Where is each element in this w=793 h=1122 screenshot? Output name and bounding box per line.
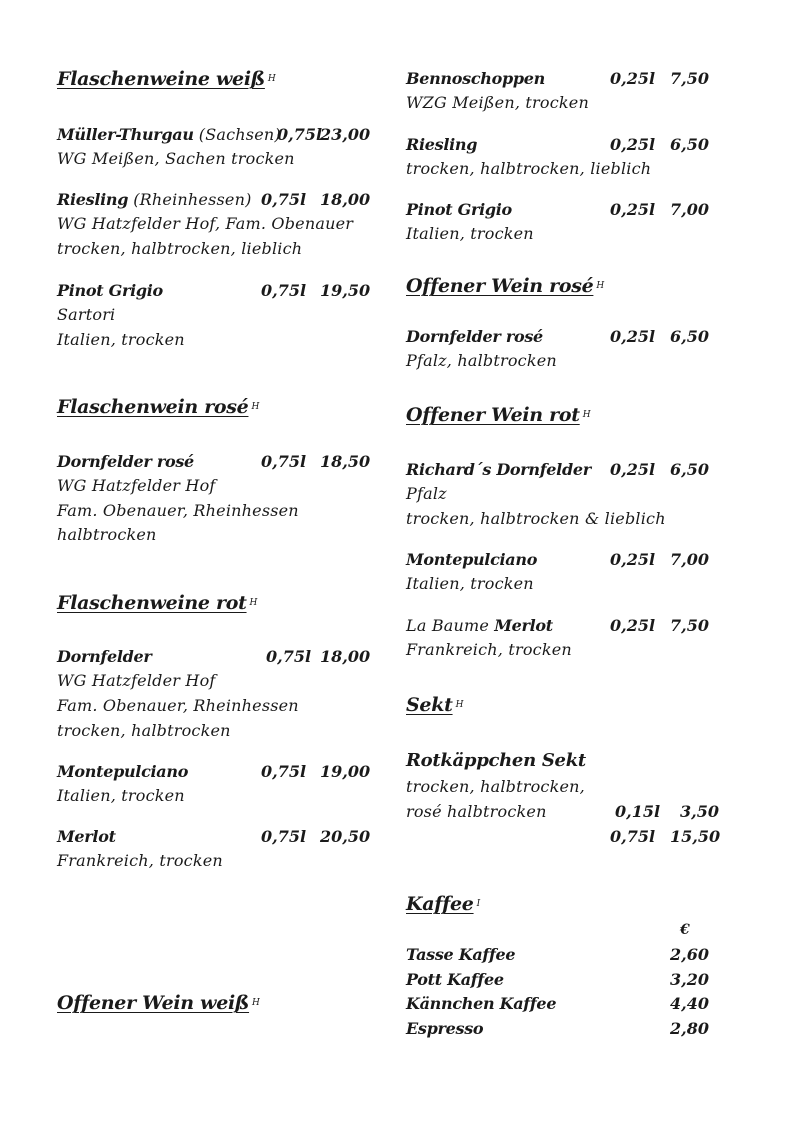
wine-description: trocken, halbtrocken & lieblich [406,509,666,528]
wine-size: 0,25l [610,200,656,219]
wine-name: Richard´s Dornfelder [406,460,591,479]
wine-description: WG Meißen, Sachen trocken [57,149,295,168]
coffee-price: 2,80 [670,1019,709,1038]
wine-size: 0,25l [610,550,656,569]
wine-origin: (Sachsen) [198,125,281,144]
wine-price: 23,00 [320,125,371,144]
coffee-name: Kännchen Kaffee [406,994,557,1013]
section-heading-sekt [406,694,463,716]
wine-size: 0,75l [277,125,323,144]
wine-item-la-baume-merlot [406,616,553,635]
wine-name: Merlot [57,827,116,846]
wine-description: Italien, trocken [406,224,534,243]
wine-description: Fam. Obenauer, Rheinhessen [57,501,299,520]
wine-description: Italien, trocken [406,574,534,593]
wine-price: 7,00 [670,550,709,569]
wine-price: 6,50 [670,135,709,154]
wine-item-riesling [57,190,252,209]
wine-description: halbtrocken [57,525,157,544]
coffee-name: Tasse Kaffee [406,945,516,964]
wine-description: WZG Meißen, trocken [406,93,589,112]
coffee-price: 4,40 [670,994,709,1013]
wine-description: Pfalz, halbtrocken [406,351,557,370]
wine-name: Riesling [406,135,478,154]
wine-size: 0,75l [261,452,307,471]
wine-name: Merlot [494,616,553,635]
wine-price: 20,50 [320,827,371,846]
allergen-marker: H [251,402,260,412]
wine-description: trocken, halbtrocken, [406,777,585,796]
wine-description: Italien, trocken [57,330,185,349]
section-title: Flaschenweine rot [57,592,247,614]
section-heading-offener-wein-rose [406,275,604,297]
coffee-price: 2,60 [670,945,709,964]
wine-size: 0,25l [610,616,656,635]
allergen-marker: H [455,700,464,710]
wine-price: 3,50 [680,802,719,821]
wine-name: Dornfelder [57,647,152,666]
wine-size: 0,25l [610,327,656,346]
wine-description: Frankreich, trocken [406,640,572,659]
wine-description: trocken, halbtrocken, lieblich [57,239,303,258]
wine-size: 0,75l [610,827,656,846]
wine-description: trocken, halbtrocken, lieblich [406,159,652,178]
wine-description: Italien, trocken [57,786,185,805]
wine-name: Pinot Grigio [57,281,163,300]
section-title: Sekt [406,694,453,716]
allergen-marker: H [267,74,276,84]
allergen-marker: H [249,598,258,608]
coffee-name: Espresso [406,1019,484,1038]
wine-price: 18,00 [320,190,371,209]
wine-name: Montepulciano [406,550,538,569]
currency-label: € [680,922,690,938]
wine-description: rosé halbtrocken [406,802,547,821]
wine-name: Dornfelder rosé [57,452,194,471]
wine-name: Rotkäppchen Sekt [406,750,586,771]
wine-size: 0,25l [610,135,656,154]
section-heading-offener-wein-weiss [57,992,260,1014]
allergen-marker: H [252,998,260,1008]
wine-producer: La Baume [406,616,490,635]
wine-size: 0,75l [261,827,307,846]
wine-size: 0,25l [610,460,656,479]
wine-description: Sartori [57,305,116,324]
wine-description: Pfalz [406,484,447,503]
wine-name: Pinot Grigio [406,200,512,219]
section-heading-offener-wein-rot [406,404,590,426]
wine-price: 18,50 [320,452,371,471]
wine-price: 6,50 [670,460,709,479]
wine-origin: (Rheinhessen) [133,190,252,209]
coffee-name: Pott Kaffee [406,970,504,989]
section-title: Offener Wein weiß [57,992,250,1014]
wine-price: 7,50 [670,616,709,635]
wine-price: 7,00 [670,200,709,219]
section-title: Flaschenwein rosé [57,396,249,418]
section-title: Offener Wein rosé [406,275,594,297]
coffee-price: 3,20 [670,970,709,989]
wine-description: WG Hatzfelder Hof [57,671,216,690]
wine-price: 18,00 [320,647,371,666]
wine-price: 19,50 [320,281,371,300]
section-title: Offener Wein rot [406,404,580,426]
wine-price: 6,50 [670,327,709,346]
section-title: Kaffee [406,893,474,915]
section-heading-kaffee [406,893,480,915]
wine-description: trocken, halbtrocken [57,721,231,740]
section-heading-flaschenweine-rot [57,592,257,614]
wine-description: WG Hatzfelder Hof [57,476,216,495]
wine-name: Montepulciano [57,762,189,781]
wine-description: Frankreich, trocken [57,851,223,870]
wine-name: Bennoschoppen [406,69,545,88]
wine-price: 15,50 [670,827,721,846]
wine-price: 19,00 [320,762,371,781]
wine-size: 0,75l [261,281,307,300]
wine-size: 0,75l [261,762,307,781]
wine-size: 0,75l [261,190,307,209]
wine-size: 0,75l [266,647,312,666]
allergen-marker: H [582,410,591,420]
section-heading-flaschenweine-weiss [57,68,275,90]
wine-price: 7,50 [670,69,709,88]
wine-name: Dornfelder rosé [406,327,543,346]
wine-size: 0,25l [610,69,656,88]
allergen-marker: H [596,281,604,291]
wine-name: Müller-Thurgau [57,125,194,144]
wine-size: 0,15l [615,802,661,821]
allergen-marker: I [476,899,480,909]
wine-item-mueller-thurgau [57,125,281,144]
section-title: Flaschenweine weiß [57,68,265,90]
wine-description: WG Hatzfelder Hof, Fam. Obenauer [57,214,354,233]
section-heading-flaschenwein-rose [57,396,259,418]
wine-description: Fam. Obenauer, Rheinhessen [57,696,299,715]
wine-name: Riesling [57,190,129,209]
